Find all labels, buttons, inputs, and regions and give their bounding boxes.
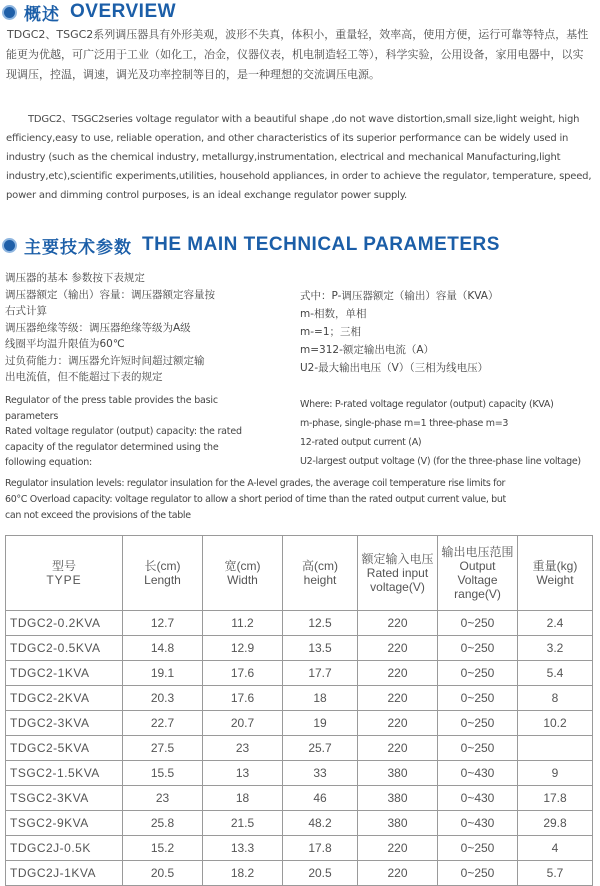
table-row [6, 736, 593, 761]
cell-weight [518, 736, 593, 761]
cell-length: 27.5 [123, 736, 203, 761]
table-row [6, 711, 593, 736]
cell-height: 18 [283, 686, 358, 711]
cell-weight: 3.2 [518, 636, 593, 661]
header-width: 宽(cm) Width [203, 536, 283, 611]
params-line: 线圈平均温升限值为60℃ [5, 338, 125, 350]
params-full-en [5, 476, 595, 524]
params-line: Regulator of the press table provides the basic [5, 395, 218, 406]
cell-length: 20.5 [123, 861, 203, 886]
cell-output-range: 0~250 [438, 836, 518, 861]
params-line: 右式计算 [5, 305, 47, 317]
bullet-icon [2, 238, 17, 253]
params-left-cn [5, 270, 295, 386]
cell-length: 12.7 [123, 611, 203, 636]
main-params-heading [2, 233, 500, 257]
header-weight: 重量(kg) Weight [518, 536, 593, 611]
cell-length: 23 [123, 786, 203, 811]
cell-output-range: 0~250 [438, 611, 518, 636]
cell-length: 15.5 [123, 761, 203, 786]
cell-weight: 29.8 [518, 811, 593, 836]
cell-output-range: 0~250 [438, 661, 518, 686]
cell-height: 25.7 [283, 736, 358, 761]
overview-paragraph-cn: TDGC2、TSGC2系列调压器具有外形美观，波形不失真，体积小，重量轻，效率高，使用方便，运行可靠等特点，基性能更为优越，可广泛用于工业（如化工，冶金，仪器仪表，机电制造轻工等），科学实验，公用设备，家用电器中，以实现调压，控温，调速，调光及功率控制等目的，是一种理想的交流调压电源。 [6, 28, 589, 81]
cell-height: 48.2 [283, 811, 358, 836]
params-line: capacity of the regulator determined using the [5, 441, 219, 453]
cell-type: TSGC2-3KVA [6, 786, 123, 811]
bullet-icon [2, 5, 17, 20]
cell-height: 17.8 [283, 836, 358, 861]
cell-input-voltage: 380 [358, 786, 438, 811]
cell-input-voltage: 220 [358, 736, 438, 761]
cell-height: 19 [283, 711, 358, 736]
params-line: 12-rated output current (A) [300, 437, 422, 448]
table-header-row [6, 536, 593, 611]
params-line: 60°C Overload capacity: voltage regulator to allow a short period of time than the rated output current value, but [5, 494, 506, 505]
params-line: 过负荷能力：调压器允许短时间超过额定输 [5, 354, 205, 367]
cell-length: 14.8 [123, 636, 203, 661]
cell-weight: 17.8 [518, 786, 593, 811]
params-right-en [300, 395, 596, 471]
cell-input-voltage: 220 [358, 661, 438, 686]
table-row [6, 786, 593, 811]
params-right-cn [300, 287, 596, 377]
cell-width: 13 [203, 761, 283, 786]
params-left-en [5, 393, 295, 471]
cell-height: 46 [283, 786, 358, 811]
cell-input-voltage: 220 [358, 686, 438, 711]
table-row [6, 761, 593, 786]
table-row [6, 686, 593, 711]
cell-width: 18 [203, 786, 283, 811]
cell-weight: 5.7 [518, 861, 593, 886]
overview-paragraph-en: TDGC2、TSGC2series voltage regulator with a beautiful shape ,do not wave distortion,small size,light weight, high efficiency,easy to use, reliable operation, and other characteristics of its superior performance can be widely used in industry (such as the chemical industry, metallurgy,instrumentation, electrical and mechanical Manufacturing,light industry,etc),scientific experiments,utilities, household appliances, in order to achieve the regulator, temperature, speed, power and dimming control purposes, is an ideal exchange regulator power supply. [6, 114, 592, 201]
params-line: m=312-额定输出电流（A） [300, 344, 435, 356]
cell-type: TDGC2-0.5KVA [6, 636, 123, 661]
main-params-title-cn: 主要技术参数 [24, 237, 132, 258]
cell-output-range: 0~430 [438, 761, 518, 786]
params-line: can not exceed the provisions of the table [5, 510, 191, 521]
overview-heading [2, 0, 176, 24]
header-length: 长(cm) Length [123, 536, 203, 611]
cell-width: 20.7 [203, 711, 283, 736]
params-line: U2-最大输出电压（V）（三相为线电压） [300, 362, 489, 374]
params-line: 调压器额定（输出）容量：调压器额定容量按 [5, 288, 215, 301]
cell-type: TDGC2-5KVA [6, 736, 123, 761]
cell-height: 33 [283, 761, 358, 786]
cell-height: 17.7 [283, 661, 358, 686]
cell-output-range: 0~430 [438, 811, 518, 836]
cell-weight: 9 [518, 761, 593, 786]
header-height: 高(cm) height [283, 536, 358, 611]
cell-length: 25.8 [123, 811, 203, 836]
params-line: Regulator insulation levels: regulator insulation for the A-level grades, the average coil temperature rise limits for [5, 478, 506, 489]
cell-height: 13.5 [283, 636, 358, 661]
cell-input-voltage: 220 [358, 636, 438, 661]
cell-width: 23 [203, 736, 283, 761]
cell-length: 19.1 [123, 661, 203, 686]
cell-weight: 5.4 [518, 661, 593, 686]
params-line: m-相数，单相 [300, 308, 367, 320]
cell-type: TDGC2J-1KVA [6, 861, 123, 886]
overview-title-en: OVERVIEW [70, 1, 177, 22]
cell-length: 20.3 [123, 686, 203, 711]
cell-width: 21.5 [203, 811, 283, 836]
params-line: U2-largest output voltage (V) (for the three-phase line voltage) [300, 456, 581, 467]
table-row [6, 636, 593, 661]
table-row [6, 611, 593, 636]
table-row [6, 661, 593, 686]
cell-type: TSGC2-9KVA [6, 811, 123, 836]
cell-input-voltage: 380 [358, 761, 438, 786]
cell-output-range: 0~430 [438, 786, 518, 811]
cell-output-range: 0~250 [438, 686, 518, 711]
cell-weight: 8 [518, 686, 593, 711]
cell-type: TDGC2-1KVA [6, 661, 123, 686]
cell-output-range: 0~250 [438, 711, 518, 736]
cell-input-voltage: 380 [358, 811, 438, 836]
cell-input-voltage: 220 [358, 836, 438, 861]
cell-output-range: 0~250 [438, 861, 518, 886]
cell-type: TDGC2-0.2KVA [6, 611, 123, 636]
cell-width: 17.6 [203, 661, 283, 686]
cell-height: 20.5 [283, 861, 358, 886]
cell-width: 12.9 [203, 636, 283, 661]
cell-input-voltage: 220 [358, 711, 438, 736]
cell-output-range: 0~250 [438, 736, 518, 761]
table-row [6, 861, 593, 886]
params-line: Where: P-rated voltage regulator (output) capacity (KVA) [300, 399, 554, 410]
cell-type: TDGC2-2KVA [6, 686, 123, 711]
cell-height: 12.5 [283, 611, 358, 636]
spec-table [5, 535, 593, 886]
cell-length: 22.7 [123, 711, 203, 736]
cell-width: 17.6 [203, 686, 283, 711]
header-input-voltage: 额定输入电压 Rated input voltage(V) [358, 536, 438, 611]
params-line: 出电流值，但不能超过下表的规定 [5, 371, 163, 383]
params-line: 式中：P-调压器额定（输出）容量（KVA） [300, 290, 499, 302]
header-output-range: 输出电压范围 Output Voltage range(V) [438, 536, 518, 611]
cell-input-voltage: 220 [358, 861, 438, 886]
cell-input-voltage: 220 [358, 611, 438, 636]
cell-weight: 4 [518, 836, 593, 861]
params-line: m-=1；三相 [300, 326, 361, 338]
table-row [6, 811, 593, 836]
params-line: 调压器绝缘等级：调压器绝缘等级为A级 [5, 321, 191, 334]
params-line: 调压器的基本 参数按下表规定 [5, 272, 145, 284]
overview-title-cn: 概述 [24, 4, 60, 25]
params-line: m-phase, single-phase m=1 three-phase m=3 [300, 418, 509, 429]
cell-width: 13.3 [203, 836, 283, 861]
params-line: following equation: [5, 457, 93, 468]
cell-type: TDGC2J-0.5K [6, 836, 123, 861]
params-line: Rated voltage regulator (output) capacity: the rated [5, 426, 242, 437]
cell-type: TDGC2-3KVA [6, 711, 123, 736]
params-line: parameters [5, 410, 59, 422]
cell-type: TSGC2-1.5KVA [6, 761, 123, 786]
cell-width: 11.2 [203, 611, 283, 636]
main-params-title-en: THE MAIN TECHNICAL PARAMETERS [142, 234, 500, 255]
table-row [6, 836, 593, 861]
cell-output-range: 0~250 [438, 636, 518, 661]
header-type: 型号 TYPE [6, 536, 123, 611]
cell-weight: 2.4 [518, 611, 593, 636]
cell-width: 18.2 [203, 861, 283, 886]
cell-weight: 10.2 [518, 711, 593, 736]
cell-length: 15.2 [123, 836, 203, 861]
